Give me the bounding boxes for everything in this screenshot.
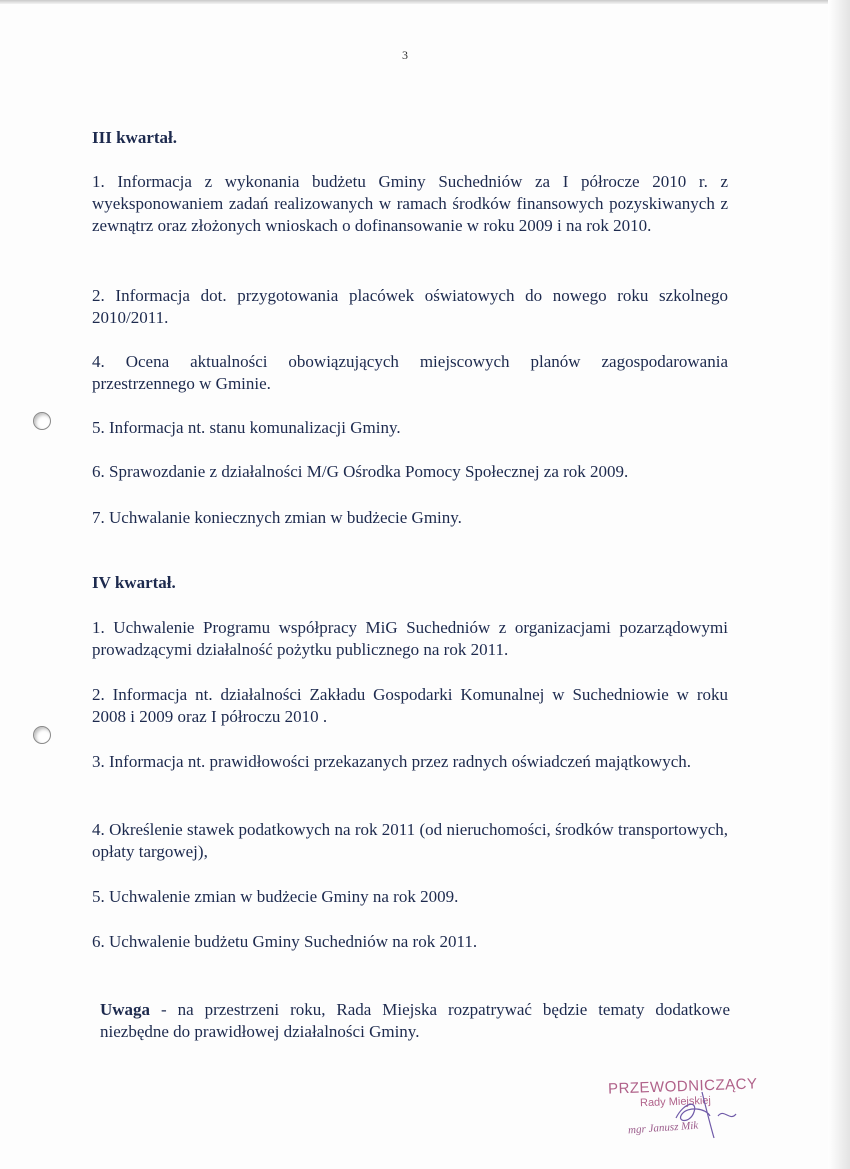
punch-hole [33, 412, 51, 430]
official-stamp [606, 1072, 766, 1142]
q4-item-6: 6. Uchwalenie budżetu Gminy Suchedniów na rok 2011. [92, 932, 478, 951]
q4-item-5: 5. Uchwalenie zmian w budżecie Gminy na rok 2009. [92, 887, 459, 906]
page-edge-shadow [828, 0, 850, 1169]
page-edge [0, 0, 850, 4]
section-heading-q4: IV kwartał. [92, 573, 176, 592]
section-heading-q3: III kwartał. [92, 128, 178, 147]
punch-hole [33, 726, 51, 744]
handwritten-signature [606, 1072, 766, 1142]
q4-item-2: 2. Informacja nt. działalności Zakładu Gospodarki Komunalnej w Suchedniowie w roku 2008 i 2009 oraz I półroczu 2010 . [92, 685, 728, 726]
note-label: Uwaga [100, 1000, 151, 1019]
note-text: - na przestrzeni roku, Rada Miejska rozpatrywać będzie tematy dodatkowe niezbędne do prawidłowej działalności Gminy. [100, 1000, 730, 1041]
q4-item-3: 3. Informacja nt. prawidłowości przekazanych przez radnych oświadczeń majątkowych. [92, 752, 691, 771]
stamp-title: PRZEWODNICZĄCY [607, 1075, 758, 1098]
q3-item-1: 1. Informacja z wykonania budżetu Gminy Suchedniów za I półrocze 2010 r. z wyeksponowaniem zadań realizowanych w ramach środków finansowych pozyskiwanych z zewnątrz oraz złożonych wnioskach o dofinansowanie w roku 2009 i na rok 2010. [92, 172, 728, 235]
q4-item-1: 1. Uchwalenie Programu współpracy MiG Suchedniów z organizacjami pozarządowymi prowadzącymi działalność pożytku publicznego na rok 2011. [92, 618, 728, 659]
q3-item-5: 5. Informacja nt. stanu komunalizacji Gminy. [92, 418, 401, 437]
stamp-subtitle: Rady Miejskiej [639, 1094, 712, 1110]
q4-item-4: 4. Określenie stawek podatkowych na rok 2011 (od nieruchomości, środków transportowych, opłaty targowej), [92, 820, 728, 861]
q3-item-4: 4. Ocena aktualności obowiązujących miejscowych planów zagospodarowania przestrzennego w Gminie. [92, 352, 728, 393]
q3-item-6: 6. Sprawozdanie z działalności M/G Ośrodka Pomocy Społecznej za rok 2009. [92, 462, 629, 481]
page-number: 3 [402, 48, 408, 62]
note-paragraph [100, 999, 730, 1043]
q3-item-2: 2. Informacja dot. przygotowania placówek oświatowych do nowego roku szkolnego 2010/2011. [92, 286, 728, 327]
stamp-name: mgr Janusz Mik [627, 1119, 699, 1137]
q3-item-7: 7. Uchwalanie koniecznych zmian w budżecie Gminy. [92, 508, 462, 527]
